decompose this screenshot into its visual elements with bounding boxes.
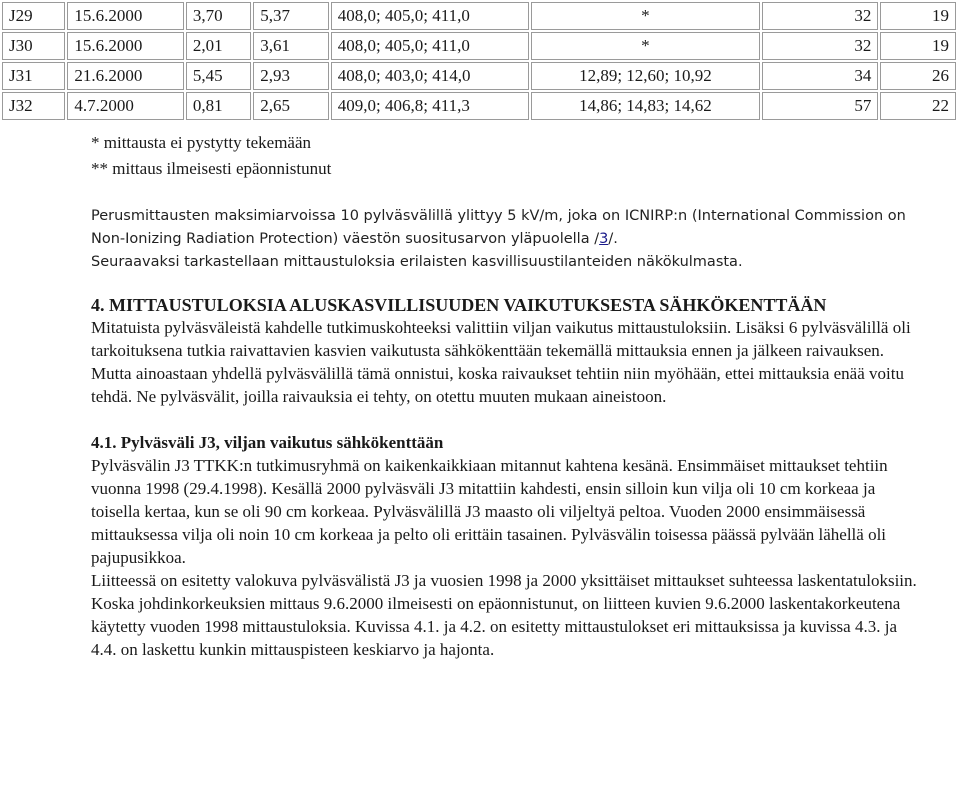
paragraph-icnirp-text: Perusmittausten maksimiarvoissa 10 pylväsvälillä ylittyy 5 kV/m, joka on ICNIRP:n (International Commission on Non-Ionizing Radiation Protection) väestön suositusarvon yläpuolella / xyxy=(91,208,906,247)
cell-date: 15.6.2000 xyxy=(67,32,183,60)
cell-last: 19 xyxy=(880,2,956,30)
cell-span-id: J29 xyxy=(2,2,65,30)
cell-date: 15.6.2000 xyxy=(67,2,183,30)
section-heading-4: 4. MITTAUSTULOKSIA ALUSKASVILLISUUDEN VAIKUTUKSESTA SÄHKÖKENTTÄÄN xyxy=(91,295,827,315)
cell-value-1: 2,01 xyxy=(186,32,251,60)
footnote-missing-measurement: * mittausta ei pystytty tekemään xyxy=(91,133,312,152)
paragraph-j3-measurements: Pylväsvälin J3 TTKK:n tutkimusryhmä on kaikenkaikkiaan mitannut kahtena kesänä. Ensimmäiset mittaukset tehtiin vuonna 1998 (29.4.1998). Kesällä 2000 pylväsväli J3 mitattiin kahdesti, ensin silloin kun vilja oli 10 cm korkeaa ja toisella kertaa, kun se oli 90 cm korkeaa. Pylväsvälillä J3 maasto oli viljeltyä peltoa. Vuoden 2000 ensimmäisessä mittauksessa vilja oli noin 10 cm korkeaa ja pelto oli erittäin tasainen. Pylväsvälin toisessa päässä pylvään lähellä oli pajupusikkoa. xyxy=(91,456,888,567)
cell-field-values: 409,0; 406,8; 411,3 xyxy=(331,92,529,120)
paragraph-next-section: Seuraavaksi tarkastellaan mittaustuloksia erilaisten kasvillisuustilanteiden näkökulmasta. xyxy=(91,254,743,270)
cell-measurements: 14,86; 14,83; 14,62 xyxy=(531,92,760,120)
cell-field-values: 408,0; 405,0; 411,0 xyxy=(331,32,529,60)
document-body xyxy=(91,205,921,661)
cell-value-2: 2,93 xyxy=(253,62,329,90)
cell-measurements: 12,89; 12,60; 10,92 xyxy=(531,62,760,90)
cell-value-2: 5,37 xyxy=(253,2,329,30)
table-row xyxy=(2,32,956,60)
cell-span-id: J31 xyxy=(2,62,65,90)
cell-value-2: 3,61 xyxy=(253,32,329,60)
subsection-heading-4-1: 4.1. Pylväsväli J3, viljan vaikutus sähkökenttään xyxy=(91,433,444,452)
cell-measurements: * xyxy=(531,32,760,60)
cell-last: 26 xyxy=(880,62,956,90)
cell-span-id: J32 xyxy=(2,92,65,120)
measurement-table xyxy=(0,0,958,122)
table-footnotes xyxy=(91,130,331,182)
cell-height: 34 xyxy=(762,62,878,90)
paragraph-icnirp xyxy=(91,205,921,251)
paragraph-icnirp-tail: /. xyxy=(608,231,618,247)
cell-value-2: 2,65 xyxy=(253,92,329,120)
cell-height: 32 xyxy=(762,32,878,60)
cell-value-1: 3,70 xyxy=(186,2,251,30)
footnote-failed-measurement: ** mittaus ilmeisesti epäonnistunut xyxy=(91,159,332,178)
paragraph-section-4-intro: Mitatuista pylväsväleistä kahdelle tutkimuskohteeksi valittiin viljan vaikutus mittaustuloksiin. Lisäksi 6 pylväsvälillä oli tarkoituksena tutkia raivattavien kasvien vaikutusta sähkökenttään tekemällä mittauksia ennen ja jälkeen raivauksen. Mutta ainoastaan yhdellä pylväsvälillä tämä onnistui, koska raivaukset tehtiin niin myöhään, ettei mittauksia enää voitu tehdä. Ne pylväsvälit, joilla raivauksia ei tehty, on otettu muuten mukaan aineistoon. xyxy=(91,318,911,406)
cell-value-1: 5,45 xyxy=(186,62,251,90)
table-row xyxy=(2,2,956,30)
reference-link[interactable]: 3 xyxy=(599,231,609,247)
paragraph-appendix: Liitteessä on esitetty valokuva pylväsvälistä J3 ja vuosien 1998 ja 2000 yksittäiset mittaukset suhteessa laskentatuloksiin. Koska johdinkorkeuksien mittaus 9.6.2000 ilmeisesti on epäonnistunut, on liitteen kuvien 9.6.2000 laskentakorkeutena käytetty vuoden 1998 mittaustuloksia. Kuvissa 4.1. ja 4.2. on esitetty mittaustulokset eri mittauksissa ja kuvissa 4.3. ja 4.4. on laskettu kunkin mittauspisteen keskiarvo ja hajonta. xyxy=(91,571,917,659)
cell-last: 19 xyxy=(880,32,956,60)
cell-date: 4.7.2000 xyxy=(67,92,183,120)
cell-field-values: 408,0; 403,0; 414,0 xyxy=(331,62,529,90)
table-row xyxy=(2,92,956,120)
cell-height: 57 xyxy=(762,92,878,120)
cell-value-1: 0,81 xyxy=(186,92,251,120)
cell-measurements: * xyxy=(531,2,760,30)
table-row xyxy=(2,62,956,90)
measurement-table-wrapper xyxy=(0,0,960,122)
cell-last: 22 xyxy=(880,92,956,120)
cell-span-id: J30 xyxy=(2,32,65,60)
cell-height: 32 xyxy=(762,2,878,30)
cell-field-values: 408,0; 405,0; 411,0 xyxy=(331,2,529,30)
cell-date: 21.6.2000 xyxy=(67,62,183,90)
